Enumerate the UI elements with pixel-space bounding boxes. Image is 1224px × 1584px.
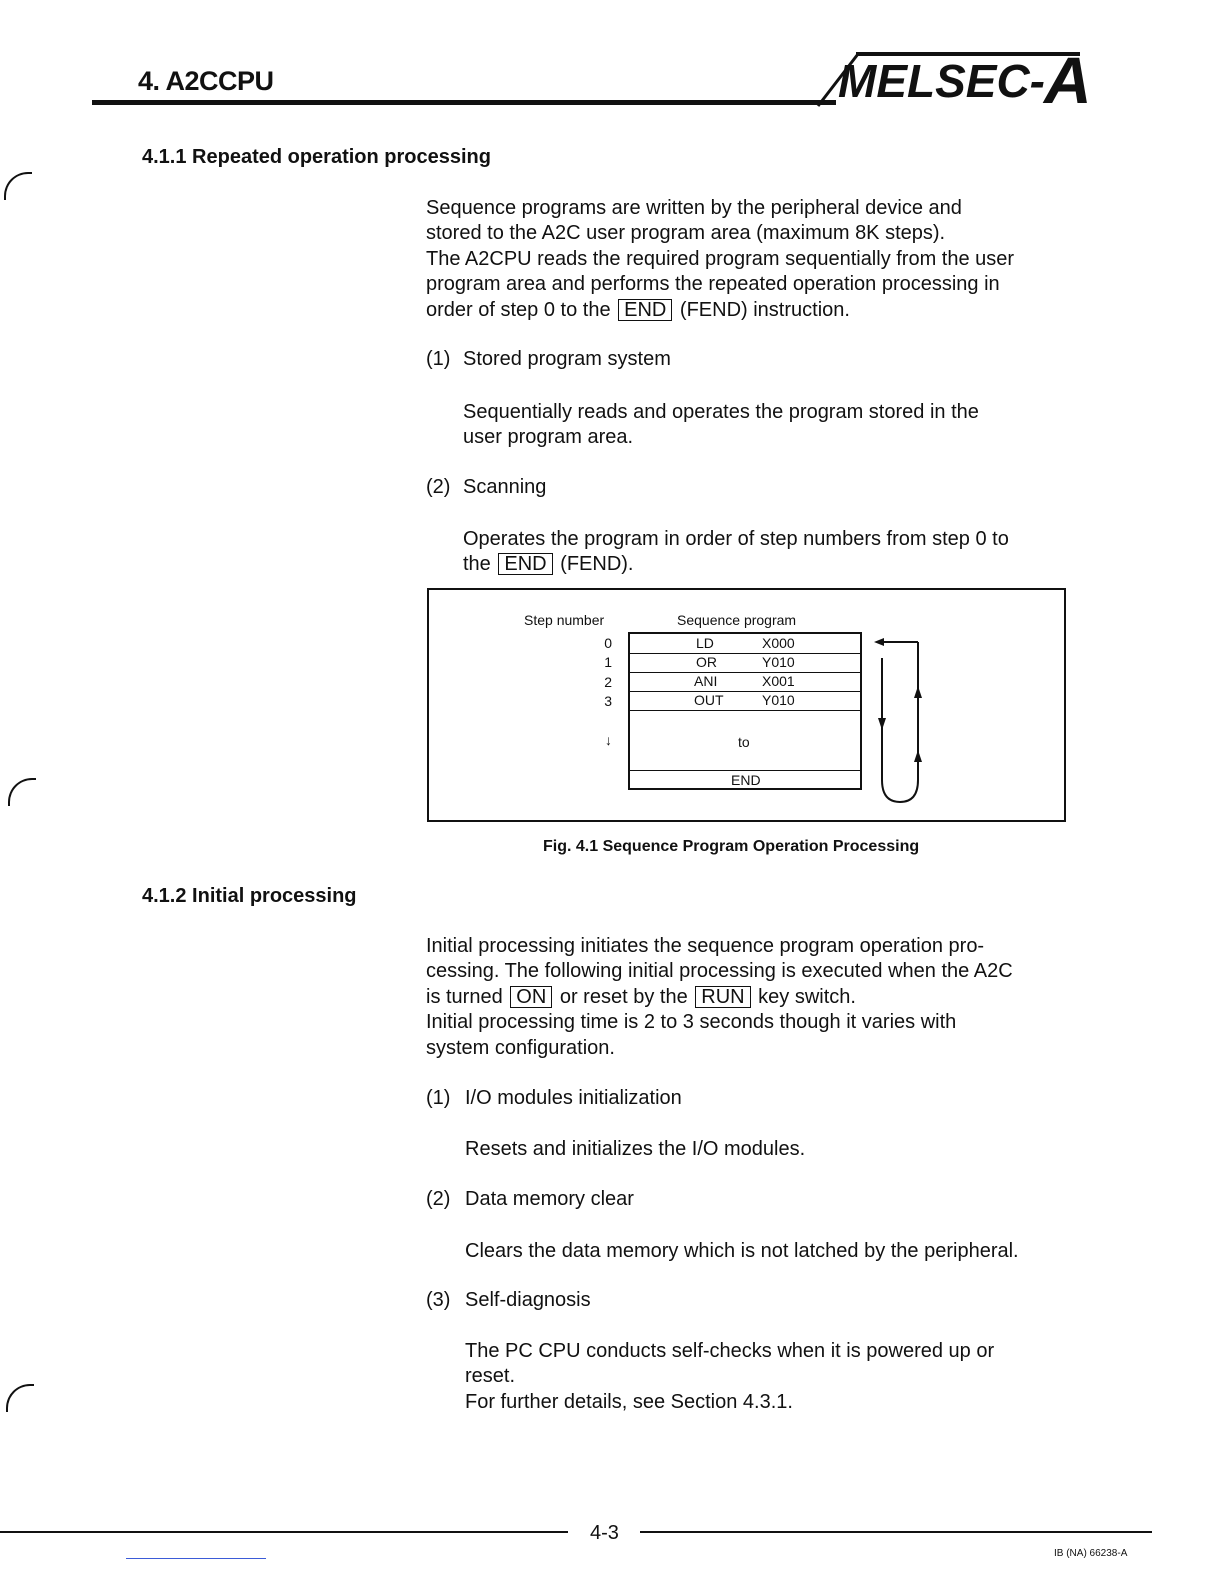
figure-col-program-header: Sequence program: [677, 612, 797, 628]
text-span: the: [463, 553, 491, 576]
instruction: ANI: [694, 673, 718, 689]
step-number: 0: [604, 635, 612, 651]
section-heading-4-1-2: 4.1.2 Initial processing: [142, 885, 357, 907]
text-line: Initial processing time is 2 to 3 seconds though it varies with: [426, 1011, 957, 1034]
section-heading-4-1-1: 4.1.1 Repeated operation processing: [142, 146, 491, 168]
item-number: (2): [426, 1188, 451, 1210]
item-body: Clears the data memory which is not latched by the peripheral.: [465, 1240, 1019, 1262]
footer-rule: [640, 1531, 1152, 1533]
operand: Y010: [762, 654, 795, 670]
text-line: [426, 298, 1066, 323]
item-number: (2): [426, 476, 451, 498]
end-row-divider: [630, 770, 860, 771]
text-span: key switch.: [758, 985, 856, 1008]
item-body: [465, 1339, 1069, 1415]
item-title: Data memory clear: [465, 1188, 634, 1210]
operand: X000: [762, 635, 795, 651]
scan-loop-arrow: [866, 630, 936, 806]
text-span: or reset by the: [559, 985, 688, 1008]
initial-paragraph: [426, 934, 1068, 1061]
figure-caption: Fig. 4.1 Sequence Program Operation Processing: [543, 838, 920, 855]
step-number: 2: [604, 674, 612, 690]
item-body: [463, 400, 1067, 451]
text-line: The A2CPU reads the required program sequentially from the user: [426, 247, 1015, 270]
item-body: Resets and initializes the I/O modules.: [465, 1138, 806, 1160]
text-line: program area and performs the repeated operation processing in: [426, 273, 1000, 296]
text-span: is turned: [426, 985, 503, 1008]
item-number: (1): [426, 1087, 451, 1109]
step-number: 3: [604, 693, 612, 709]
text-line: reset.: [465, 1365, 516, 1388]
on-key-box: ON: [510, 986, 552, 1008]
program-table: [628, 632, 862, 790]
text-span: (FEND).: [560, 553, 634, 576]
item-title: I/O modules initialization: [465, 1087, 682, 1109]
operand: Y010: [762, 692, 795, 708]
end-key-box: END: [498, 553, 552, 575]
instruction: LD: [696, 635, 714, 651]
margin-mark: [4, 172, 32, 200]
text-span: order of step 0 to the: [426, 298, 611, 321]
item-number: (1): [426, 348, 451, 370]
footer-rule: [0, 1531, 568, 1533]
instruction: OR: [696, 654, 717, 670]
brand-logo-mark: A: [1044, 43, 1092, 117]
run-key-box: RUN: [695, 986, 750, 1008]
table-row: [630, 653, 860, 673]
document-code: IB (NA) 66238-A: [1054, 1548, 1128, 1559]
text-line: Sequence programs are written by the peripheral device and: [426, 197, 962, 219]
item-body: [463, 527, 1067, 578]
item-title: Self-diagnosis: [465, 1289, 591, 1311]
program-end-text: END: [731, 772, 761, 788]
program-middle-text: to: [738, 734, 750, 750]
item-title: Stored program system: [463, 348, 671, 370]
figure-col-step-header: Step number: [524, 612, 605, 628]
text-span: (FEND) instruction.: [679, 298, 850, 321]
step-number: 1: [604, 654, 612, 670]
page-number: 4-3: [590, 1522, 619, 1544]
text-line: user program area.: [463, 426, 634, 449]
link-underline: [126, 1558, 266, 1559]
brand-logo: MELSEC-: [838, 55, 1045, 107]
margin-mark: [6, 1384, 34, 1412]
text-line: system configuration.: [426, 1036, 615, 1059]
text-line: cessing. The following initial processing is executed when the A2C: [426, 960, 1013, 983]
text-line: Operates the program in order of step numbers from step 0 to: [463, 528, 1009, 550]
item-title: Scanning: [463, 476, 547, 498]
text-line: Sequentially reads and operates the program stored in the: [463, 401, 979, 423]
text-line: stored to the A2C user program area (maximum 8K steps).: [426, 222, 946, 245]
table-row: [630, 672, 860, 692]
margin-mark: [8, 778, 36, 806]
end-key-box: END: [618, 299, 672, 321]
text-line: The PC CPU conducts self-checks when it is powered up or: [465, 1340, 995, 1362]
intro-paragraph: [426, 196, 1066, 323]
step-down-arrow: ↓: [605, 732, 612, 748]
item-number: (3): [426, 1289, 451, 1311]
text-line: [463, 552, 1067, 577]
operand: X001: [762, 673, 795, 689]
instruction: OUT: [694, 692, 724, 708]
text-line: [426, 985, 1068, 1010]
table-row: [630, 634, 860, 654]
chapter-title: 4. A2CCPU: [138, 66, 274, 96]
text-line: For further details, see Section 4.3.1.: [465, 1390, 793, 1413]
table-row: [630, 691, 860, 711]
text-line: Initial processing initiates the sequence program operation pro-: [426, 935, 985, 957]
header-rule: [92, 100, 836, 105]
